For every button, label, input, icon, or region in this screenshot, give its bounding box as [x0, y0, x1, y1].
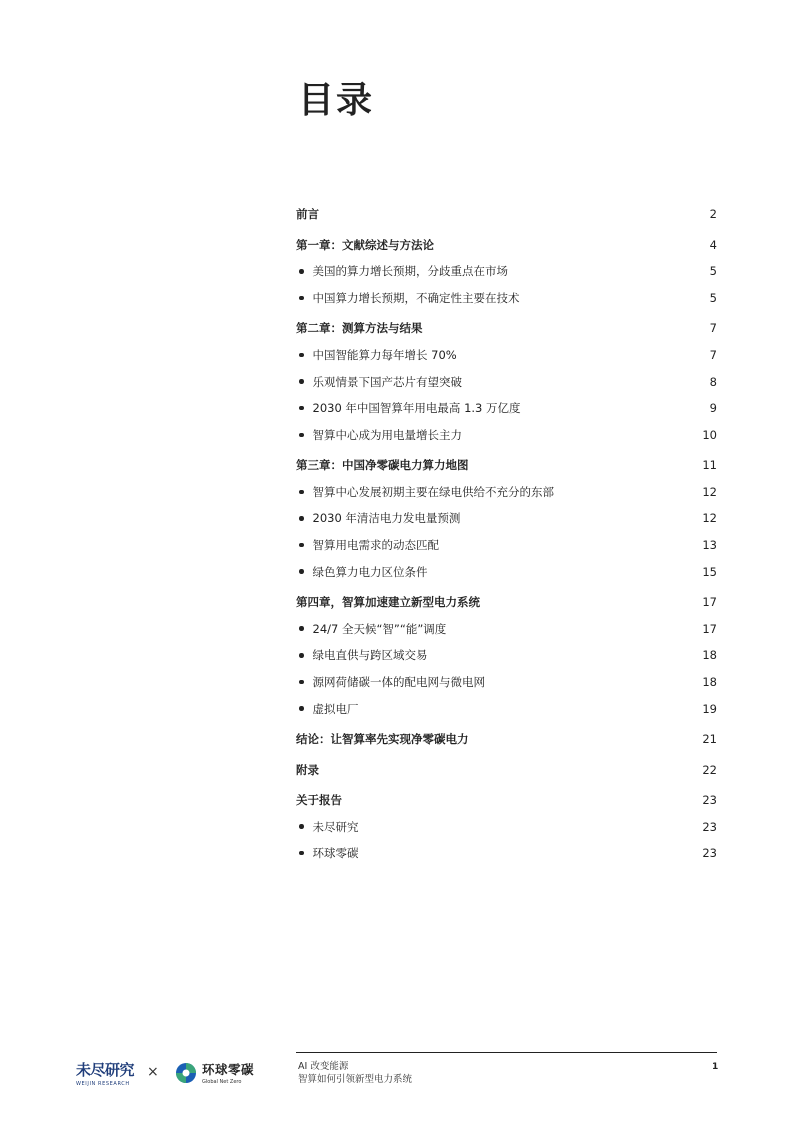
logo-gnz-en: Global Net Zero	[202, 1079, 242, 1085]
toc-page-number: 4	[709, 237, 717, 252]
toc-label-wrap	[296, 792, 342, 808]
global-net-zero-mark-icon	[175, 1062, 197, 1084]
toc-page-number: 5	[709, 290, 717, 305]
weijin-research-logo	[76, 1059, 134, 1087]
toc-section-entry[interactable]	[296, 395, 717, 422]
toc-label-wrap	[296, 647, 428, 663]
toc-page-number: 8	[709, 374, 717, 389]
report-title-line2: 智算如何引领新型电力系统	[298, 1074, 413, 1085]
toc-entry-label: 源网荷储碳一体的配电网与微电网	[312, 674, 485, 689]
toc-page-number: 22	[702, 762, 717, 777]
toc-entry-label: 第一章：文献综述与方法论	[296, 237, 434, 252]
toc-section-entry[interactable]	[296, 558, 717, 585]
toc-label-wrap	[296, 484, 554, 500]
bullet-icon	[299, 653, 304, 658]
toc-label-wrap	[296, 400, 521, 416]
table-of-contents	[296, 201, 717, 867]
toc-label-wrap	[296, 731, 469, 747]
logo-gnz-cn: 环球零碳	[202, 1062, 255, 1077]
toc-entry-label: 未尽研究	[312, 819, 359, 834]
bullet-icon	[299, 379, 304, 384]
toc-label-wrap	[296, 819, 359, 835]
toc-section-entry[interactable]	[296, 532, 717, 559]
report-title-footer	[298, 1060, 412, 1086]
toc-page-number: 7	[709, 321, 717, 336]
toc-section-entry[interactable]	[296, 342, 717, 369]
toc-page-number: 12	[702, 511, 717, 526]
bullet-icon	[299, 706, 304, 711]
toc-label-wrap	[296, 457, 469, 473]
bullet-icon	[299, 851, 304, 856]
toc-label-wrap	[296, 206, 319, 222]
toc-entry-label: 2030 年中国智算年用电最高 1.3 万亿度	[312, 401, 521, 416]
toc-entry-label: 智算用电需求的动态匹配	[312, 538, 439, 553]
toc-chapter-entry[interactable]	[296, 756, 717, 783]
bullet-icon	[299, 824, 304, 829]
toc-section-entry[interactable]	[296, 695, 717, 722]
bullet-icon	[299, 269, 304, 274]
toc-label-wrap	[296, 762, 319, 778]
toc-section-entry[interactable]	[296, 421, 717, 448]
toc-label-wrap	[296, 237, 434, 253]
bullet-icon	[299, 680, 304, 685]
toc-label-wrap	[296, 510, 460, 526]
toc-page-number: 21	[702, 732, 717, 747]
toc-page-number: 23	[702, 846, 717, 861]
toc-section-entry[interactable]	[296, 505, 717, 532]
toc-entry-label: 智算中心发展初期主要在绿电供给不充分的东部	[312, 484, 554, 499]
toc-page-number: 23	[702, 793, 717, 808]
toc-section-entry[interactable]	[296, 258, 717, 285]
toc-chapter-entry[interactable]	[296, 201, 717, 228]
toc-entry-label: 虚拟电厂	[312, 701, 359, 716]
toc-page-number: 11	[702, 458, 717, 473]
page-number: 1	[712, 1062, 719, 1072]
bullet-icon	[299, 296, 304, 301]
logo-weijin-en: WEIJIN RESEARCH	[76, 1081, 130, 1087]
toc-chapter-entry[interactable]	[296, 452, 717, 479]
toc-label-wrap	[296, 374, 462, 390]
toc-page-number: 15	[702, 564, 717, 579]
toc-chapter-entry[interactable]	[296, 315, 717, 342]
toc-label-wrap	[296, 845, 359, 861]
toc-label-wrap	[296, 674, 485, 690]
toc-entry-label: 中国算力增长预期，不确定性主要在技术	[312, 290, 520, 305]
toc-entry-label: 24/7 全天候“智”“能”调度	[312, 621, 447, 636]
toc-section-entry[interactable]	[296, 813, 717, 840]
toc-label-wrap	[296, 537, 439, 553]
footer-divider	[296, 1052, 717, 1053]
collaboration-separator: ×	[147, 1064, 159, 1080]
bullet-icon	[299, 490, 304, 495]
bullet-icon	[299, 626, 304, 631]
toc-label-wrap	[296, 594, 480, 610]
toc-entry-label: 第二章：测算方法与结果	[296, 321, 423, 336]
toc-chapter-entry[interactable]	[296, 726, 717, 753]
toc-label-wrap	[296, 701, 359, 717]
toc-entry-label: 关于报告	[296, 793, 342, 808]
toc-entry-label: 绿色算力电力区位条件	[312, 564, 428, 579]
toc-entry-label: 2030 年清洁电力发电量预测	[312, 511, 461, 526]
toc-section-entry[interactable]	[296, 669, 717, 696]
toc-chapter-entry[interactable]	[296, 787, 717, 814]
toc-label-wrap	[296, 263, 508, 279]
toc-entry-label: 第三章：中国净零碳电力算力地图	[296, 458, 469, 473]
toc-entry-label: 中国智能算力每年增长 70%	[312, 347, 457, 362]
toc-page-number: 18	[702, 648, 717, 663]
toc-entry-label: 智算中心成为用电量增长主力	[312, 427, 462, 442]
toc-chapter-entry[interactable]	[296, 232, 717, 259]
toc-label-wrap	[296, 427, 462, 443]
global-net-zero-logo	[175, 1060, 254, 1085]
bullet-icon	[299, 569, 304, 574]
bullet-icon	[299, 543, 304, 548]
toc-entry-label: 结论：让智算率先实现净零碳电力	[296, 732, 469, 747]
toc-section-entry[interactable]	[296, 285, 717, 312]
bullet-icon	[299, 433, 304, 438]
toc-page-number: 17	[702, 595, 717, 610]
toc-entry-label: 环球零碳	[312, 846, 359, 861]
toc-page-number: 7	[709, 347, 717, 362]
toc-page-number: 9	[709, 401, 717, 416]
toc-page-number: 18	[702, 674, 717, 689]
toc-section-entry[interactable]	[296, 642, 717, 669]
toc-label-wrap	[296, 564, 428, 580]
toc-entry-label: 附录	[296, 762, 319, 777]
toc-entry-label: 前言	[296, 207, 319, 222]
toc-page-number: 10	[702, 427, 717, 442]
toc-page-number: 17	[702, 621, 717, 636]
toc-label-wrap	[296, 290, 520, 306]
toc-entry-label: 乐观情景下国产芯片有望突破	[312, 374, 462, 389]
toc-page-number: 5	[709, 264, 717, 279]
toc-label-wrap	[296, 347, 457, 363]
toc-section-entry[interactable]	[296, 479, 717, 506]
bullet-icon	[299, 406, 304, 411]
bullet-icon	[299, 516, 304, 521]
toc-page-number: 13	[702, 538, 717, 553]
bullet-icon	[299, 353, 304, 358]
toc-label-wrap	[296, 320, 423, 336]
page-title: 目录	[298, 80, 375, 121]
toc-section-entry[interactable]	[296, 368, 717, 395]
toc-page-number: 2	[709, 207, 717, 222]
logo-weijin-cn: 未尽研究	[76, 1061, 135, 1079]
toc-entry-label: 美国的算力增长预期，分歧重点在市场	[312, 264, 508, 279]
report-title-line1: AI 改变能源	[298, 1061, 349, 1072]
toc-entry-label: 绿电直供与跨区域交易	[312, 648, 428, 663]
toc-label-wrap	[296, 621, 446, 637]
toc-section-entry[interactable]	[296, 615, 717, 642]
toc-entry-label: 第四章，智算加速建立新型电力系统	[296, 595, 480, 610]
toc-page-number: 19	[702, 701, 717, 716]
toc-chapter-entry[interactable]	[296, 589, 717, 616]
toc-page-number: 23	[702, 819, 717, 834]
toc-page-number: 12	[702, 484, 717, 499]
toc-section-entry[interactable]	[296, 840, 717, 867]
